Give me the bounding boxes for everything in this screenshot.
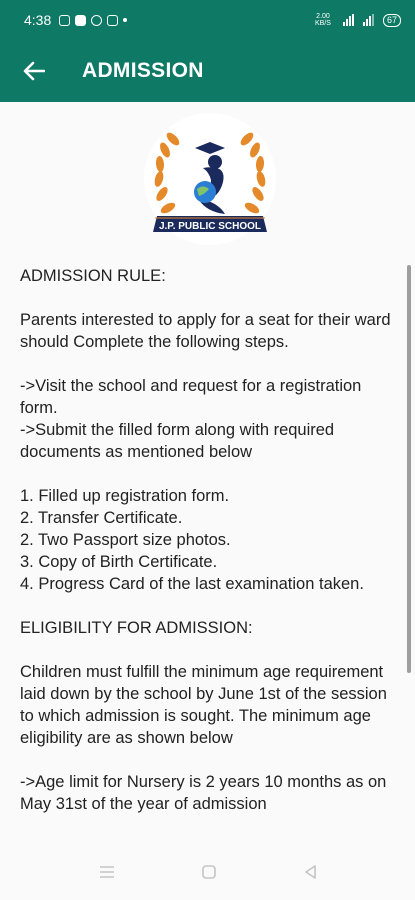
scrollbar[interactable] xyxy=(407,265,411,673)
home-icon[interactable] xyxy=(201,864,217,885)
app-notification-icon xyxy=(91,15,102,26)
battery-icon xyxy=(383,14,401,27)
status-bar xyxy=(0,0,415,40)
recent-apps-icon[interactable] xyxy=(98,865,116,884)
navigation-bar xyxy=(0,848,415,900)
message-icon xyxy=(75,15,86,26)
signal-icon xyxy=(363,14,374,26)
admission-text: ADMISSION RULE: Parents interested to apply for a seat for their ward should Complete the following steps. ->Visit the school and request for a registration form. ->Submit the filled form along with required documents as mentioned below 1. Filled up registration form. 2. Transfer Certificate. 2. Two Passport size photos. 3. Copy of Birth Certificate. 4. Progress Card of the last examination taken. ELIGIBILITY FOR ADMISSION: Children must fulfill the minimum age requirement laid down by the school by June 1st of the session to which admission is sought. The minimum age eligibility are as shown below ->Age limit for Nursery is 2 years 10 months as on May 31st of the year of admission xyxy=(20,267,391,813)
system-icons xyxy=(312,13,401,27)
notification-icons xyxy=(59,15,127,26)
notification-icon xyxy=(59,15,70,26)
more-notifications-icon xyxy=(123,18,127,22)
back-arrow-icon[interactable] xyxy=(22,59,46,83)
admission-content xyxy=(20,265,400,848)
app-notification-icon xyxy=(107,15,118,26)
network-speed: 2.00 KB/S xyxy=(315,13,331,27)
battery-level: 67 xyxy=(386,14,397,25)
back-nav-icon[interactable] xyxy=(303,864,317,885)
page-title: ADMISSION xyxy=(82,59,204,82)
status-time: 4:38 xyxy=(24,12,52,28)
school-logo xyxy=(135,112,285,250)
school-logo-text: J.P. PUBLIC SCHOOL xyxy=(158,221,262,232)
app-bar xyxy=(0,40,415,102)
signal-icon xyxy=(343,14,354,26)
